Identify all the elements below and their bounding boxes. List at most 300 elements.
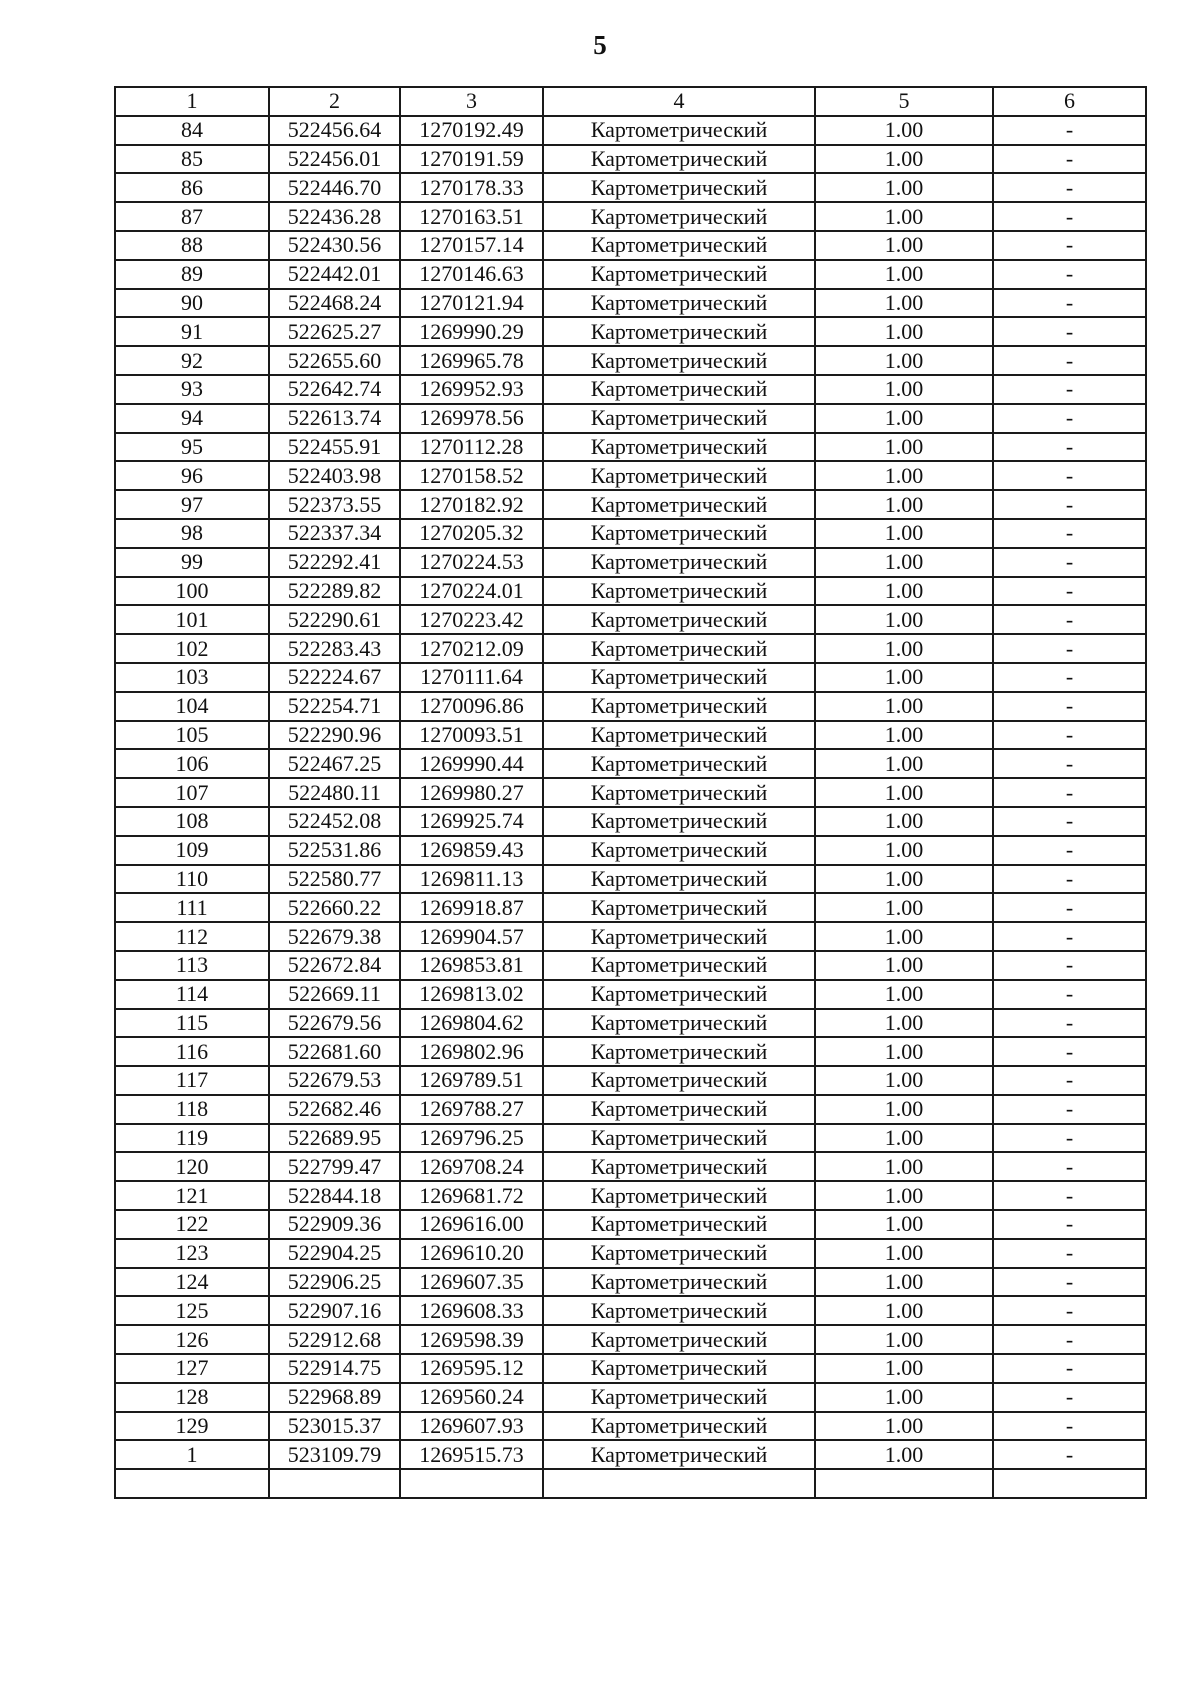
point-number-cell: 126 <box>115 1325 269 1354</box>
point-number-cell: 121 <box>115 1181 269 1210</box>
x-coordinate-cell: 522467.25 <box>269 749 400 778</box>
y-coordinate-cell: 1269788.27 <box>400 1095 543 1124</box>
x-coordinate-cell: 522907.16 <box>269 1296 400 1325</box>
accuracy-cell: 1.00 <box>815 922 993 951</box>
table-row <box>115 1268 1146 1297</box>
y-coordinate-cell: 1269616.00 <box>400 1210 543 1239</box>
accuracy-cell: 1.00 <box>815 260 993 289</box>
accuracy-cell: 1.00 <box>815 1440 993 1469</box>
x-coordinate-cell: 522290.61 <box>269 605 400 634</box>
method-cell: Картометрический <box>543 317 815 346</box>
accuracy-cell: 1.00 <box>815 145 993 174</box>
accuracy-cell: 1.00 <box>815 1124 993 1153</box>
description-cell: - <box>993 317 1146 346</box>
x-coordinate-cell: 522625.27 <box>269 317 400 346</box>
method-cell: Картометрический <box>543 1210 815 1239</box>
accuracy-cell: 1.00 <box>815 1009 993 1038</box>
coordinates-table <box>114 86 1147 1499</box>
y-coordinate-cell: 1269607.35 <box>400 1268 543 1297</box>
accuracy-cell: 1.00 <box>815 893 993 922</box>
point-number-cell: 115 <box>115 1009 269 1038</box>
accuracy-cell: 1.00 <box>815 1354 993 1383</box>
accuracy-cell: 1.00 <box>815 836 993 865</box>
method-cell: Картометрический <box>543 260 815 289</box>
x-coordinate-cell: 522679.53 <box>269 1066 400 1095</box>
x-coordinate-cell: 523015.37 <box>269 1412 400 1441</box>
y-coordinate-cell: 1270146.63 <box>400 260 543 289</box>
point-number-cell: 128 <box>115 1383 269 1412</box>
x-coordinate-cell: 522906.25 <box>269 1268 400 1297</box>
description-cell: - <box>993 951 1146 980</box>
x-coordinate-cell: 522452.08 <box>269 807 400 836</box>
table-row <box>115 1296 1146 1325</box>
table-row <box>115 1066 1146 1095</box>
y-coordinate-cell: 1269811.13 <box>400 865 543 894</box>
x-coordinate-cell: 522672.84 <box>269 951 400 980</box>
table-body <box>115 87 1146 1498</box>
method-cell: Картометрический <box>543 634 815 663</box>
table-row <box>115 663 1146 692</box>
method-cell: Картометрический <box>543 375 815 404</box>
method-cell: Картометрический <box>543 721 815 750</box>
description-cell: - <box>993 1354 1146 1383</box>
method-cell: Картометрический <box>543 145 815 174</box>
x-coordinate-cell: 522283.43 <box>269 634 400 663</box>
accuracy-cell: 1.00 <box>815 461 993 490</box>
table-row <box>115 634 1146 663</box>
point-number-cell: 110 <box>115 865 269 894</box>
y-coordinate-cell: 1269598.39 <box>400 1325 543 1354</box>
y-coordinate-cell: 1270157.14 <box>400 231 543 260</box>
description-cell: - <box>993 1268 1146 1297</box>
table-row <box>115 1124 1146 1153</box>
point-number-cell: 100 <box>115 577 269 606</box>
point-number-cell: 117 <box>115 1066 269 1095</box>
accuracy-cell: 1.00 <box>815 605 993 634</box>
method-cell: Картометрический <box>543 980 815 1009</box>
accuracy-cell: 1.00 <box>815 807 993 836</box>
description-cell: - <box>993 893 1146 922</box>
description-cell: - <box>993 1066 1146 1095</box>
y-coordinate-cell: 1269918.87 <box>400 893 543 922</box>
point-number-cell: 103 <box>115 663 269 692</box>
y-coordinate-cell: 1269965.78 <box>400 346 543 375</box>
description-cell: - <box>993 634 1146 663</box>
y-coordinate-cell: 1269980.27 <box>400 778 543 807</box>
y-coordinate-cell: 1270111.64 <box>400 663 543 692</box>
description-cell: - <box>993 289 1146 318</box>
accuracy-cell: 1.00 <box>815 663 993 692</box>
description-cell <box>993 1469 1146 1498</box>
point-number-cell: 84 <box>115 116 269 145</box>
point-number-cell: 1 <box>115 1440 269 1469</box>
point-number-cell: 122 <box>115 1210 269 1239</box>
accuracy-cell: 1.00 <box>815 1181 993 1210</box>
point-number-cell: 123 <box>115 1239 269 1268</box>
table-row <box>115 490 1146 519</box>
header-cell: 6 <box>993 87 1146 116</box>
table-row <box>115 1210 1146 1239</box>
method-cell: Картометрический <box>543 1383 815 1412</box>
y-coordinate-cell: 1269925.74 <box>400 807 543 836</box>
method-cell: Картометрический <box>543 1239 815 1268</box>
y-coordinate-cell: 1270163.51 <box>400 202 543 231</box>
description-cell: - <box>993 346 1146 375</box>
table-row <box>115 692 1146 721</box>
y-coordinate-cell: 1269708.24 <box>400 1152 543 1181</box>
y-coordinate-cell: 1269853.81 <box>400 951 543 980</box>
x-coordinate-cell: 522254.71 <box>269 692 400 721</box>
x-coordinate-cell: 522436.28 <box>269 202 400 231</box>
x-coordinate-cell: 522909.36 <box>269 1210 400 1239</box>
table-row <box>115 404 1146 433</box>
x-coordinate-cell: 522403.98 <box>269 461 400 490</box>
y-coordinate-cell: 1270112.28 <box>400 433 543 462</box>
accuracy-cell <box>815 1469 993 1498</box>
y-coordinate-cell: 1269990.44 <box>400 749 543 778</box>
description-cell: - <box>993 1210 1146 1239</box>
point-number-cell: 85 <box>115 145 269 174</box>
description-cell: - <box>993 404 1146 433</box>
point-number-cell: 86 <box>115 173 269 202</box>
y-coordinate-cell: 1270212.09 <box>400 634 543 663</box>
method-cell: Картометрический <box>543 202 815 231</box>
method-cell: Картометрический <box>543 836 815 865</box>
method-cell: Картометрический <box>543 922 815 951</box>
method-cell: Картометрический <box>543 1037 815 1066</box>
y-coordinate-cell: 1269681.72 <box>400 1181 543 1210</box>
x-coordinate-cell: 522968.89 <box>269 1383 400 1412</box>
header-cell: 1 <box>115 87 269 116</box>
description-cell: - <box>993 1152 1146 1181</box>
accuracy-cell: 1.00 <box>815 1268 993 1297</box>
table-row <box>115 202 1146 231</box>
accuracy-cell: 1.00 <box>815 548 993 577</box>
accuracy-cell: 1.00 <box>815 375 993 404</box>
accuracy-cell: 1.00 <box>815 749 993 778</box>
y-coordinate-cell: 1269796.25 <box>400 1124 543 1153</box>
y-coordinate-cell: 1270158.52 <box>400 461 543 490</box>
table-row <box>115 980 1146 1009</box>
method-cell: Картометрический <box>543 1181 815 1210</box>
point-number-cell: 96 <box>115 461 269 490</box>
point-number-cell: 111 <box>115 893 269 922</box>
table-row <box>115 1239 1146 1268</box>
description-cell: - <box>993 548 1146 577</box>
description-cell: - <box>993 231 1146 260</box>
description-cell: - <box>993 749 1146 778</box>
point-number-cell: 109 <box>115 836 269 865</box>
method-cell: Картометрический <box>543 519 815 548</box>
x-coordinate-cell: 522531.86 <box>269 836 400 865</box>
method-cell: Картометрический <box>543 577 815 606</box>
table-row <box>115 548 1146 577</box>
x-coordinate-cell: 522613.74 <box>269 404 400 433</box>
x-coordinate-cell: 522446.70 <box>269 173 400 202</box>
table-row <box>115 231 1146 260</box>
header-cell: 4 <box>543 87 815 116</box>
point-number-cell: 90 <box>115 289 269 318</box>
y-coordinate-cell <box>400 1469 543 1498</box>
y-coordinate-cell: 1269904.57 <box>400 922 543 951</box>
method-cell: Картометрический <box>543 1009 815 1038</box>
accuracy-cell: 1.00 <box>815 404 993 433</box>
table-row <box>115 749 1146 778</box>
point-number-cell: 120 <box>115 1152 269 1181</box>
x-coordinate-cell: 522480.11 <box>269 778 400 807</box>
x-coordinate-cell: 522904.25 <box>269 1239 400 1268</box>
description-cell: - <box>993 807 1146 836</box>
description-cell: - <box>993 865 1146 894</box>
description-cell: - <box>993 145 1146 174</box>
y-coordinate-cell: 1270093.51 <box>400 721 543 750</box>
x-coordinate-cell: 522468.24 <box>269 289 400 318</box>
point-number-cell: 94 <box>115 404 269 433</box>
accuracy-cell: 1.00 <box>815 577 993 606</box>
description-cell: - <box>993 202 1146 231</box>
table-row <box>115 173 1146 202</box>
accuracy-cell: 1.00 <box>815 951 993 980</box>
x-coordinate-cell: 522689.95 <box>269 1124 400 1153</box>
header-cell: 3 <box>400 87 543 116</box>
method-cell: Картометрический <box>543 289 815 318</box>
description-cell: - <box>993 433 1146 462</box>
x-coordinate-cell: 522456.01 <box>269 145 400 174</box>
accuracy-cell: 1.00 <box>815 634 993 663</box>
header-cell: 5 <box>815 87 993 116</box>
description-cell: - <box>993 1095 1146 1124</box>
method-cell: Картометрический <box>543 778 815 807</box>
point-number-cell: 93 <box>115 375 269 404</box>
table-row <box>115 1181 1146 1210</box>
table-row <box>115 346 1146 375</box>
method-cell: Картометрический <box>543 605 815 634</box>
table-row <box>115 260 1146 289</box>
x-coordinate-cell: 522655.60 <box>269 346 400 375</box>
table-row <box>115 1412 1146 1441</box>
accuracy-cell: 1.00 <box>815 778 993 807</box>
table-row <box>115 1325 1146 1354</box>
table-row <box>115 865 1146 894</box>
x-coordinate-cell: 522799.47 <box>269 1152 400 1181</box>
method-cell: Картометрический <box>543 1268 815 1297</box>
accuracy-cell: 1.00 <box>815 1210 993 1239</box>
y-coordinate-cell: 1269804.62 <box>400 1009 543 1038</box>
method-cell: Картометрический <box>543 173 815 202</box>
description-cell: - <box>993 519 1146 548</box>
method-cell: Картометрический <box>543 548 815 577</box>
method-cell: Картометрический <box>543 1296 815 1325</box>
table-row <box>115 519 1146 548</box>
x-coordinate-cell: 522912.68 <box>269 1325 400 1354</box>
page-number: 5 <box>593 30 607 60</box>
description-cell: - <box>993 980 1146 1009</box>
description-cell: - <box>993 490 1146 519</box>
table-row <box>115 145 1146 174</box>
accuracy-cell: 1.00 <box>815 721 993 750</box>
method-cell: Картометрический <box>543 1066 815 1095</box>
point-number-cell: 87 <box>115 202 269 231</box>
table-row <box>115 577 1146 606</box>
point-number-cell: 101 <box>115 605 269 634</box>
point-number-cell: 119 <box>115 1124 269 1153</box>
table-row <box>115 116 1146 145</box>
point-number-cell: 124 <box>115 1268 269 1297</box>
accuracy-cell: 1.00 <box>815 1066 993 1095</box>
point-number-cell: 102 <box>115 634 269 663</box>
method-cell: Картометрический <box>543 692 815 721</box>
y-coordinate-cell: 1269608.33 <box>400 1296 543 1325</box>
accuracy-cell: 1.00 <box>815 980 993 1009</box>
y-coordinate-cell: 1269515.73 <box>400 1440 543 1469</box>
description-cell: - <box>993 1325 1146 1354</box>
description-cell: - <box>993 1412 1146 1441</box>
table-row <box>115 433 1146 462</box>
x-coordinate-cell: 522844.18 <box>269 1181 400 1210</box>
x-coordinate-cell: 522456.64 <box>269 116 400 145</box>
method-cell: Картометрический <box>543 951 815 980</box>
method-cell <box>543 1469 815 1498</box>
point-number-cell: 114 <box>115 980 269 1009</box>
point-number-cell: 108 <box>115 807 269 836</box>
y-coordinate-cell: 1269859.43 <box>400 836 543 865</box>
accuracy-cell: 1.00 <box>815 346 993 375</box>
accuracy-cell: 1.00 <box>815 317 993 346</box>
x-coordinate-cell: 522292.41 <box>269 548 400 577</box>
accuracy-cell: 1.00 <box>815 519 993 548</box>
table-row <box>115 461 1146 490</box>
method-cell: Картометрический <box>543 1354 815 1383</box>
x-coordinate-cell: 522669.11 <box>269 980 400 1009</box>
description-cell: - <box>993 375 1146 404</box>
y-coordinate-cell: 1270121.94 <box>400 289 543 318</box>
x-coordinate-cell: 522914.75 <box>269 1354 400 1383</box>
table-row <box>115 1009 1146 1038</box>
accuracy-cell: 1.00 <box>815 1095 993 1124</box>
y-coordinate-cell: 1269802.96 <box>400 1037 543 1066</box>
method-cell: Картометрический <box>543 461 815 490</box>
point-number-cell: 95 <box>115 433 269 462</box>
point-number-cell <box>115 1469 269 1498</box>
x-coordinate-cell: 522373.55 <box>269 490 400 519</box>
table-row <box>115 1037 1146 1066</box>
y-coordinate-cell: 1269789.51 <box>400 1066 543 1095</box>
description-cell: - <box>993 692 1146 721</box>
method-cell: Картометрический <box>543 1095 815 1124</box>
table-row <box>115 721 1146 750</box>
description-cell: - <box>993 116 1146 145</box>
method-cell: Картометрический <box>543 1124 815 1153</box>
y-coordinate-cell: 1269813.02 <box>400 980 543 1009</box>
x-coordinate-cell: 522660.22 <box>269 893 400 922</box>
point-number-cell: 127 <box>115 1354 269 1383</box>
point-number-cell: 98 <box>115 519 269 548</box>
y-coordinate-cell: 1270096.86 <box>400 692 543 721</box>
table-row <box>115 836 1146 865</box>
point-number-cell: 106 <box>115 749 269 778</box>
table-row <box>115 778 1146 807</box>
accuracy-cell: 1.00 <box>815 1412 993 1441</box>
method-cell: Картометрический <box>543 231 815 260</box>
table-row <box>115 951 1146 980</box>
x-coordinate-cell: 522224.67 <box>269 663 400 692</box>
x-coordinate-cell: 522290.96 <box>269 721 400 750</box>
y-coordinate-cell: 1270178.33 <box>400 173 543 202</box>
x-coordinate-cell: 522642.74 <box>269 375 400 404</box>
y-coordinate-cell: 1269560.24 <box>400 1383 543 1412</box>
table-row <box>115 807 1146 836</box>
table-row <box>115 1095 1146 1124</box>
y-coordinate-cell: 1270205.32 <box>400 519 543 548</box>
y-coordinate-cell: 1269607.93 <box>400 1412 543 1441</box>
accuracy-cell: 1.00 <box>815 1325 993 1354</box>
table-row <box>115 1152 1146 1181</box>
x-coordinate-cell: 522679.56 <box>269 1009 400 1038</box>
method-cell: Картометрический <box>543 807 815 836</box>
point-number-cell: 92 <box>115 346 269 375</box>
description-cell: - <box>993 605 1146 634</box>
point-number-cell: 112 <box>115 922 269 951</box>
method-cell: Картометрический <box>543 1440 815 1469</box>
x-coordinate-cell: 522455.91 <box>269 433 400 462</box>
accuracy-cell: 1.00 <box>815 865 993 894</box>
description-cell: - <box>993 461 1146 490</box>
description-cell: - <box>993 260 1146 289</box>
table-header-row <box>115 87 1146 116</box>
description-cell: - <box>993 173 1146 202</box>
table-row <box>115 1383 1146 1412</box>
method-cell: Картометрический <box>543 346 815 375</box>
y-coordinate-cell: 1270224.01 <box>400 577 543 606</box>
description-cell: - <box>993 1383 1146 1412</box>
accuracy-cell: 1.00 <box>815 1037 993 1066</box>
method-cell: Картометрический <box>543 749 815 778</box>
table-row <box>115 605 1146 634</box>
point-number-cell: 107 <box>115 778 269 807</box>
method-cell: Картометрический <box>543 865 815 894</box>
table-row <box>115 1440 1146 1469</box>
accuracy-cell: 1.00 <box>815 692 993 721</box>
method-cell: Картометрический <box>543 1412 815 1441</box>
x-coordinate-cell: 522337.34 <box>269 519 400 548</box>
y-coordinate-cell: 1269595.12 <box>400 1354 543 1383</box>
accuracy-cell: 1.00 <box>815 433 993 462</box>
method-cell: Картометрический <box>543 404 815 433</box>
description-cell: - <box>993 778 1146 807</box>
accuracy-cell: 1.00 <box>815 1239 993 1268</box>
point-number-cell: 99 <box>115 548 269 577</box>
y-coordinate-cell: 1270182.92 <box>400 490 543 519</box>
method-cell: Картометрический <box>543 663 815 692</box>
description-cell: - <box>993 1296 1146 1325</box>
method-cell: Картометрический <box>543 116 815 145</box>
x-coordinate-cell: 522442.01 <box>269 260 400 289</box>
method-cell: Картометрический <box>543 1152 815 1181</box>
method-cell: Картометрический <box>543 433 815 462</box>
description-cell: - <box>993 1009 1146 1038</box>
header-cell: 2 <box>269 87 400 116</box>
table-row <box>115 317 1146 346</box>
method-cell: Картометрический <box>543 893 815 922</box>
x-coordinate-cell: 522580.77 <box>269 865 400 894</box>
description-cell: - <box>993 1239 1146 1268</box>
x-coordinate-cell <box>269 1469 400 1498</box>
accuracy-cell: 1.00 <box>815 173 993 202</box>
y-coordinate-cell: 1270223.42 <box>400 605 543 634</box>
description-cell: - <box>993 1440 1146 1469</box>
y-coordinate-cell: 1270191.59 <box>400 145 543 174</box>
x-coordinate-cell: 522682.46 <box>269 1095 400 1124</box>
